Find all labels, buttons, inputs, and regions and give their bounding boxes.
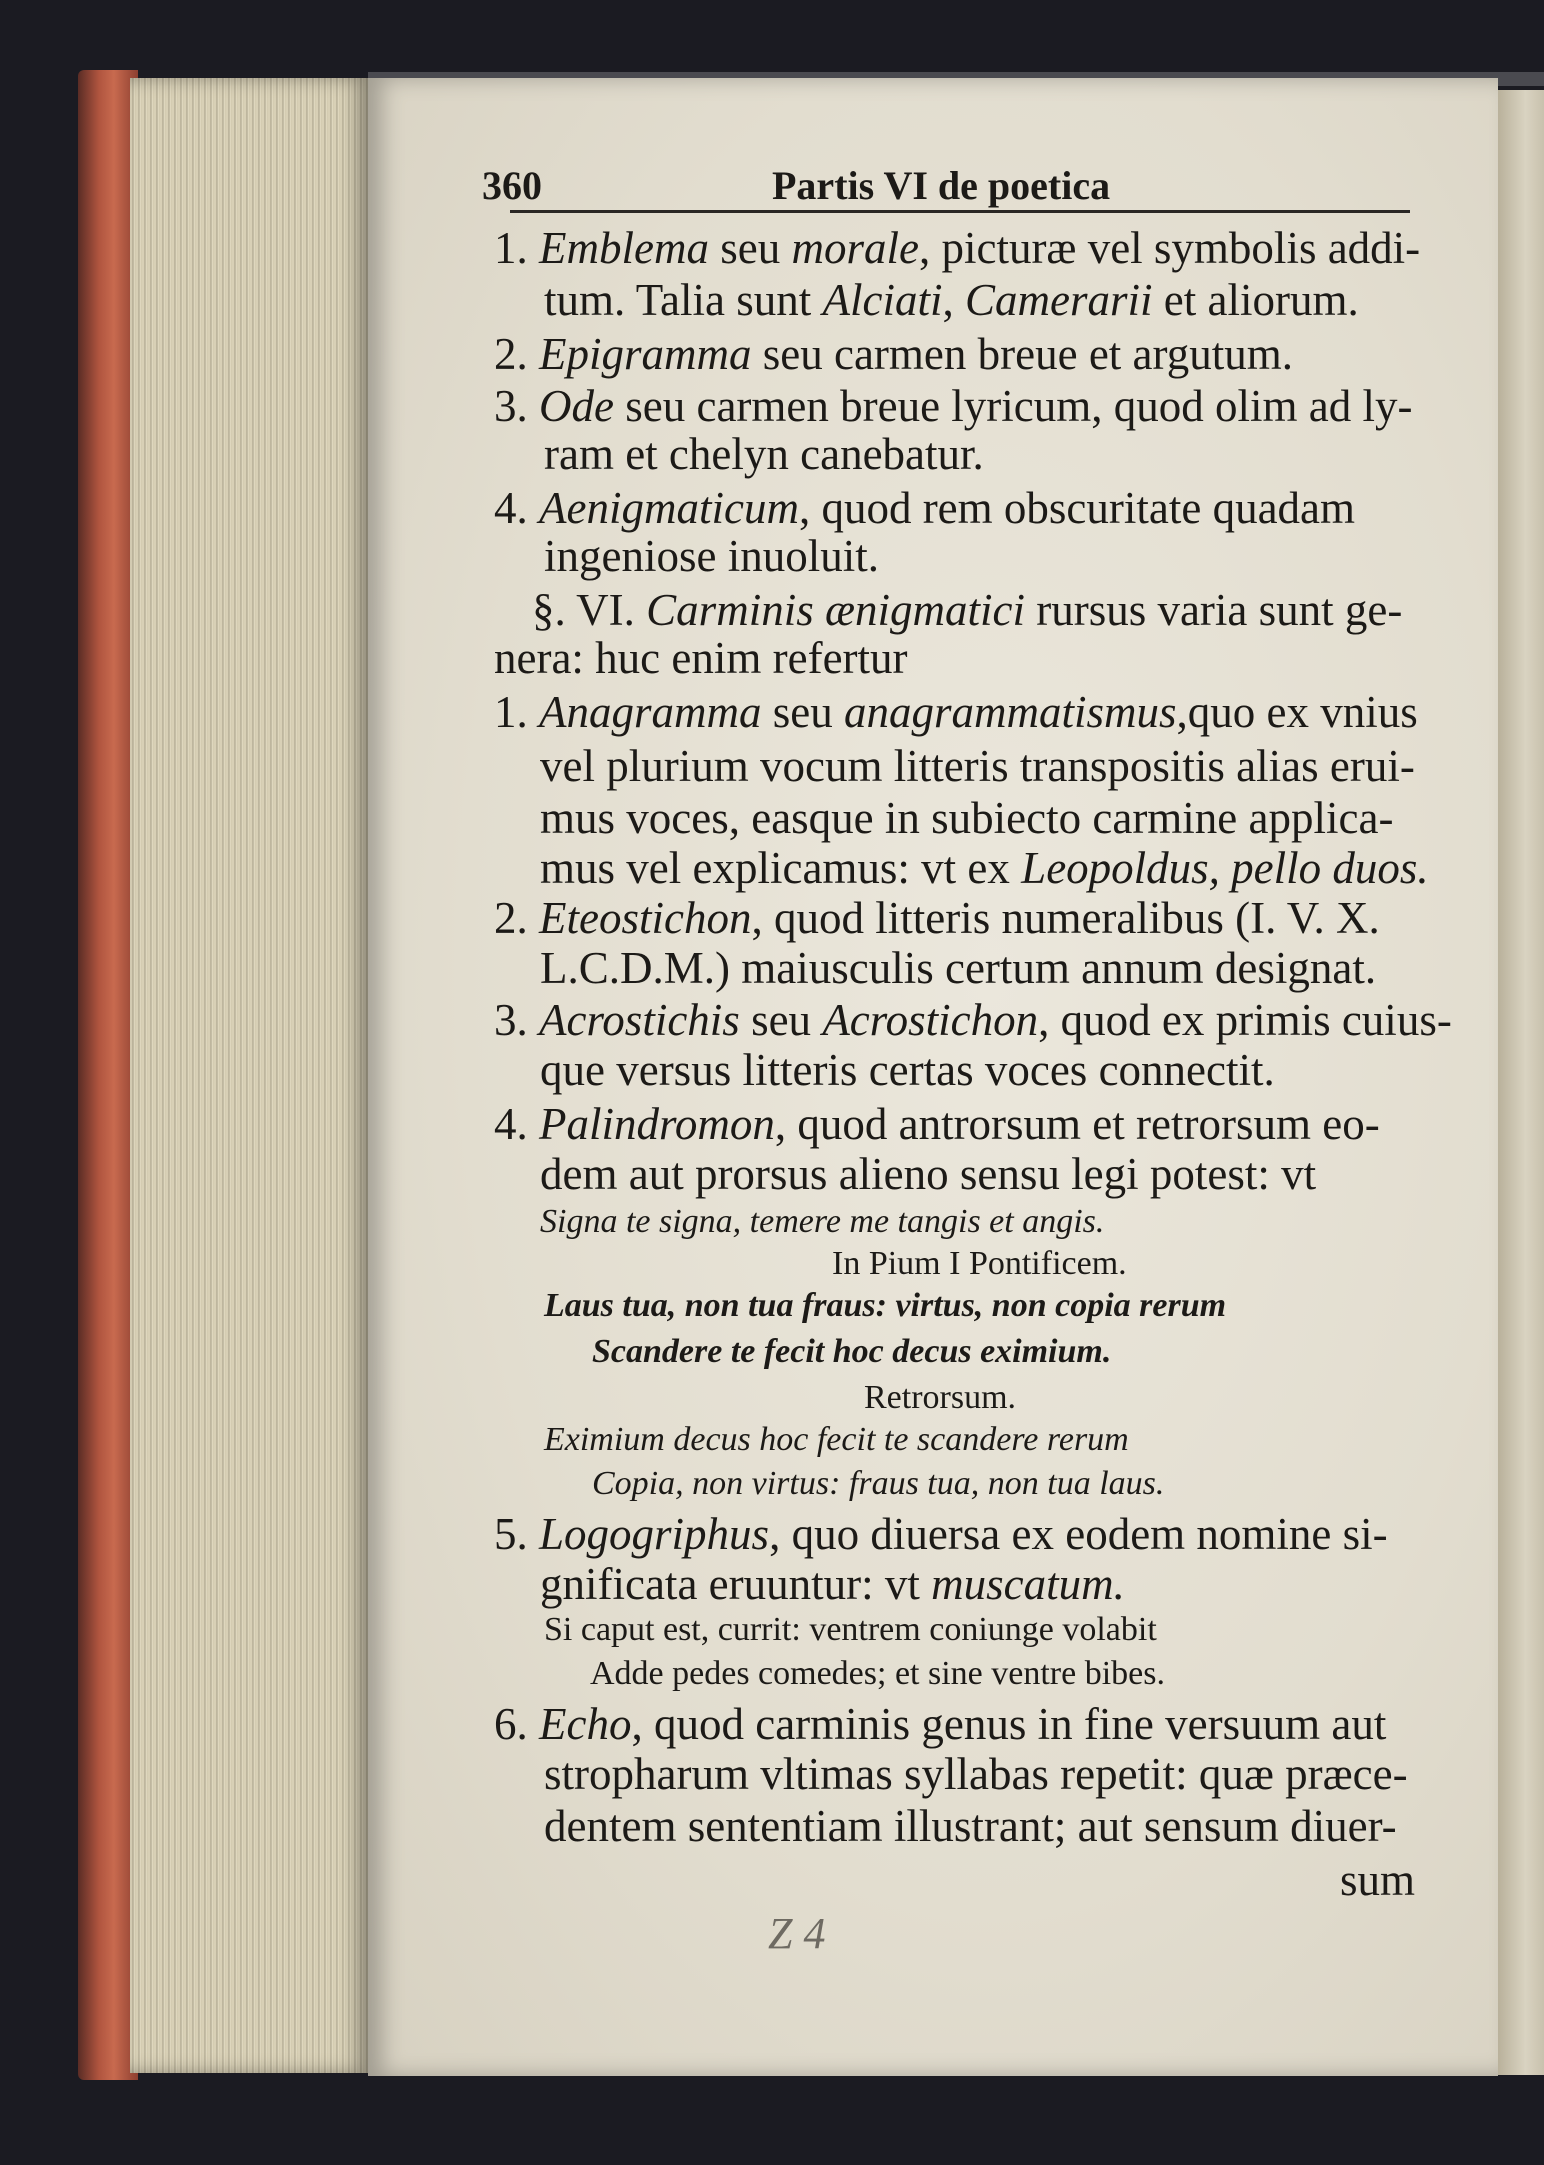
logogriphus-line-1: 5. Logogriphus, quo diuersa ex eodem nomine si- [494,1509,1388,1559]
palindromon-example-heading: In Pium I Pontificem. [832,1245,1127,1282]
acrostichis-line-2: que versus litteris certas voces connectit. [540,1045,1275,1095]
palindromon-retrorsum: Retrorsum. [864,1379,1017,1416]
echo-line-2: stropharum vltimas syllabas repetit: quæ præce- [544,1749,1408,1799]
echo-line-1: 6. Echo, quod carminis genus in fine versuum aut [494,1699,1387,1749]
running-title: Partis VI de poetica [772,163,1111,208]
section-vi-line-2: nera: huc enim refertur [494,633,908,683]
item-3-line-2: ram et chelyn canebatur. [544,429,984,479]
logogriphus-verse-1: Si caput est, currit: ventrem coniunge volabit [544,1611,1157,1648]
palindromon-verse-1: Laus tua, non tua fraus: virtus, non copia rerum [544,1287,1227,1324]
anagramma-line-4: mus vel explicamus: vt ex Leopoldus, pello duos. [540,843,1429,893]
echo-catchword: sum [1340,1855,1416,1905]
item-4-line-2: ingeniose inuoluit. [544,531,879,581]
anagramma-line-1: 1. Anagramma seu anagrammatismus,quo ex vnius [494,687,1418,737]
logogriphus-line-2: gnificata eruuntur: vt muscatum. [540,1559,1125,1609]
anagramma-line-2: vel plurium vocum litteris transpositis alias erui- [540,741,1415,791]
echo-line-3: dentem sententiam illustrant; aut sensum diuer- [544,1801,1397,1851]
acrostichis-line-1: 3. Acrostichis seu Acrostichon, quod ex primis cuius- [494,995,1452,1045]
anagramma-line-3: mus voces, easque in subiecto carmine applica- [540,793,1394,843]
header-rule [510,210,1410,213]
palindromon-example-1: Signa te signa, temere me tangis et angis. [540,1203,1105,1240]
item-1-line-1: 1. Emblema seu morale, picturæ vel symbolis addi- [494,223,1421,273]
item-2-line-1: 2. Epigramma seu carmen breue et argutum. [494,329,1293,379]
signature-mark: Z 4 [768,1909,826,1958]
section-vi-line-1: §. VI. Carminis ænigmatici rursus varia sunt ge- [532,585,1403,635]
palindromon-verse-2: Scandere te fecit hoc decus eximium. [592,1333,1112,1370]
item-3-line-1: 3. Ode seu carmen breue lyricum, quod olim ad ly- [494,381,1413,431]
palindromon-line-2: dem aut prorsus alieno sensu legi potest: vt [540,1149,1317,1199]
eteostichon-line-1: 2. Eteostichon, quod litteris numeralibus (I. V. X. [494,893,1380,943]
item-4-line-1: 4. Aenigmaticum, quod rem obscuritate quadam [494,483,1356,533]
palindromon-verse-4: Copia, non virtus: fraus tua, non tua laus. [592,1465,1165,1502]
palindromon-verse-3: Eximium decus hoc fecit te scandere rerum [544,1421,1129,1458]
palindromon-line-1: 4. Palindromon, quod antrorsum et retrorsum eo- [494,1099,1380,1149]
eteostichon-line-2: L.C.D.M.) maiusculis certum annum designat. [540,943,1377,993]
logogriphus-verse-2: Adde pedes comedes; et sine ventre bibes. [590,1655,1165,1692]
page-number: 360 [482,163,542,208]
item-1-line-2: tum. Talia sunt Alciati, Camerarii et aliorum. [544,275,1359,325]
